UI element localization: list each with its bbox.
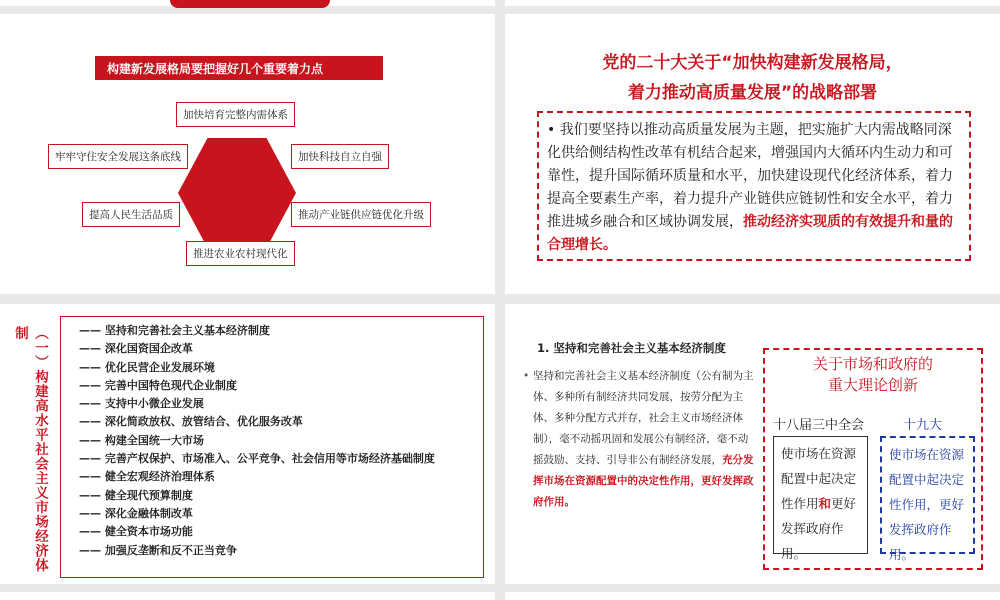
- list-item: —— 健全宏观经济治理体系: [79, 470, 215, 484]
- list-item: —— 优化民营企业发展环境: [79, 360, 215, 374]
- list-item: —— 完善中国特色现代企业制度: [79, 378, 237, 392]
- slide-key-points[interactable]: [0, 14, 495, 294]
- list-item: —— 健全资本市场功能: [79, 525, 193, 539]
- point-domestic-demand: 加快培育完整内需体系: [176, 102, 295, 127]
- point-living-quality: 提高人民生活品质: [82, 202, 180, 227]
- list-item: —— 深化简政放权、放管结合、优化服务改革: [79, 415, 303, 429]
- list-item: —— 深化国资国企改革: [79, 342, 193, 356]
- key-points-banner: 构建新发展格局要把握好几个重要着力点: [95, 56, 383, 80]
- card-19th-congress: 使市场在资源配置中起决定性作用，更好发挥政府作用。: [880, 436, 975, 554]
- slide-market-economy[interactable]: [0, 304, 495, 584]
- card-third-plenum: 使市场在资源配置中起决定性作用和更好发挥政府作用。: [773, 436, 868, 554]
- point-security-baseline: 牢牢守住安全发展这条底线: [48, 144, 188, 169]
- market-economy-list: [60, 316, 484, 578]
- prev-slide-strip-right: [505, 0, 1000, 6]
- list-item: —— 完善产权保护、市场准入、公平竞争、社会信用等市场经济基础制度: [79, 452, 435, 466]
- point-agriculture: 推进农业农村现代化: [186, 241, 295, 266]
- theory-innovation-frame: [763, 348, 983, 570]
- label-19th-congress: 十九大: [903, 418, 943, 433]
- bullet-icon: •: [523, 370, 530, 382]
- deployment-highlight: 推动经济实现质的有效提升和量的合理增长。: [547, 214, 953, 253]
- basic-system-body: • 坚持和完善社会主义基本经济制度（公有制为主体、多种所有制经济共同发展，按劳分配为主体、多种分配方式并存，社会主义市场经济体制），毫不动摇巩固和发展公有制经济，毫不动摇鼓励、支持、引导非公有制经济发展，充分发挥市场在资源配置中的决定性作用，更好发挥政府作用。: [533, 366, 755, 513]
- slide-basic-economic-system[interactable]: [505, 304, 1000, 584]
- basic-system-heading: 1. 坚持和完善社会主义基本经济制度: [537, 341, 726, 355]
- deployment-title: 党的二十大关于“加快构建新发展格局， 着力推动高质量发展”的战略部署: [602, 53, 903, 103]
- center-hexagon: [178, 138, 296, 248]
- list-item: —— 坚持和完善社会主义基本经济制度: [79, 324, 270, 337]
- market-economy-vertical-title: （一）构建高水平社会主义市场经济体制: [12, 326, 48, 573]
- deployment-body: 我们要坚持以推动高质量发展为主题，把实施扩大内需战略同深化供给侧结构性改革有机结合起来，增强国内大循环内生动力和可靠性，提升国际循环质量和水平，加快建设现代化经济体系，着力提高全要素生产率，着力提升产业链供应链韧性和安全水平，着力推进城乡融合和区域协调发展，: [547, 122, 953, 230]
- basic-system-highlight: 充分发挥市场在资源配置中的决定性作用，更好发挥政府作用。: [533, 454, 754, 508]
- next-slide-strip-right: [505, 592, 1000, 600]
- slide-strategic-deployment[interactable]: [505, 14, 1000, 294]
- theory-innovation-title: 关于市场和政府的 重大理论创新: [812, 355, 933, 394]
- list-item: —— 构建全国统一大市场: [79, 433, 204, 447]
- red-swoosh-decoration: [170, 0, 330, 8]
- label-third-plenum: 十八届三中全会: [773, 418, 865, 433]
- list-item: —— 健全现代预算制度: [79, 488, 193, 502]
- deployment-quote-box: [537, 111, 971, 261]
- next-slide-strip-left: [0, 592, 495, 600]
- point-industry-chain: 推动产业链供应链优化升级: [291, 202, 431, 227]
- point-tech-selfreliance: 加快科技自立自强: [291, 144, 389, 169]
- list-item: —— 加强反垄断和反不正当竞争: [79, 543, 237, 557]
- bullet-icon: •: [547, 122, 556, 138]
- list-item: —— 深化金融体制改革: [79, 506, 193, 520]
- list-item: —— 支持中小微企业发展: [79, 397, 204, 411]
